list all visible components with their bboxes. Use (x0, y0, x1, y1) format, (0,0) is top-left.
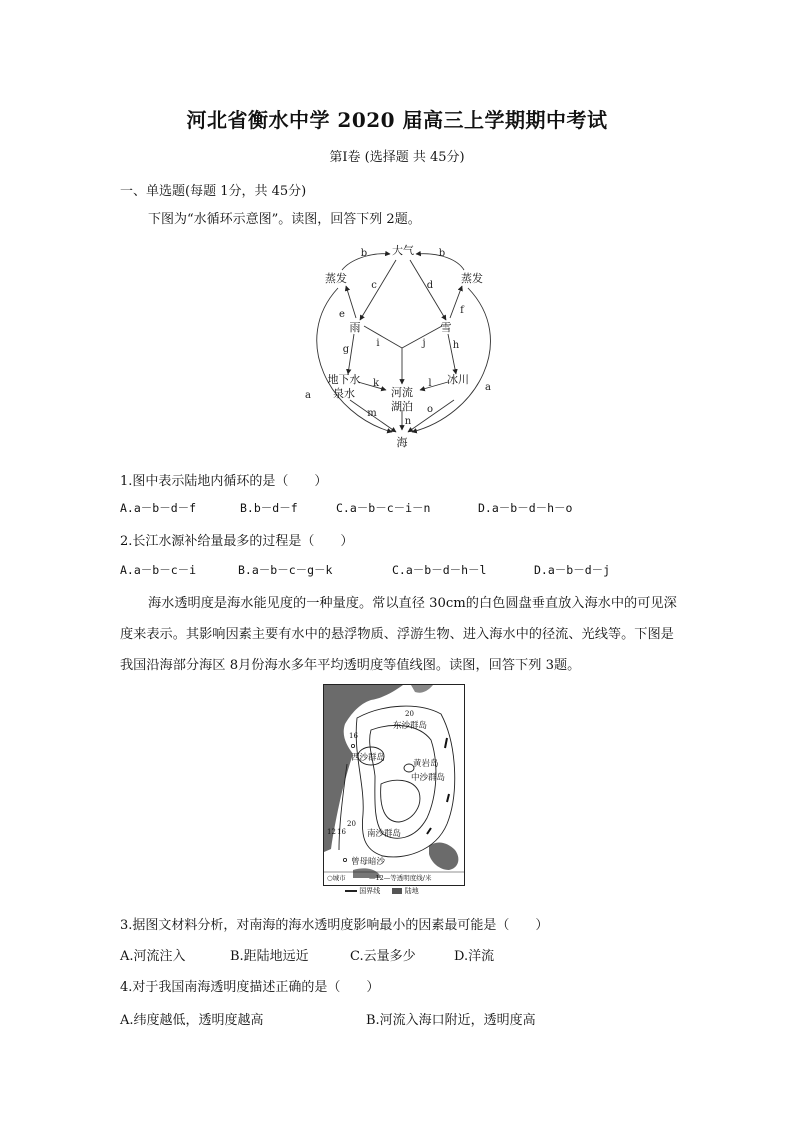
q3-option-b[interactable]: B.距陆地远近 (230, 949, 309, 964)
node-evaporation-left: 蒸发 (325, 272, 347, 285)
legend-city: ○城市 (327, 874, 346, 882)
label-b-left: b (360, 248, 368, 259)
q3-option-a[interactable]: A.河流注入 (120, 949, 186, 964)
isoline-label-16-top: 16 (349, 732, 358, 740)
q4-option-b[interactable]: B.河流入海口附近，透明度高 (366, 1013, 536, 1028)
q1-option-c[interactable]: C.a－b－c－i－n (336, 501, 431, 515)
label-m: m (367, 408, 377, 419)
label-a-right: a (485, 382, 491, 393)
land-swatch (392, 888, 402, 894)
question-4-stem: 4.对于我国南海透明度描述正确的是（ ） (120, 980, 380, 995)
q2-option-a[interactable]: A.a－b－c－i (120, 563, 197, 577)
isoline-label-20-top: 20 (405, 710, 414, 718)
node-evaporation-right: 蒸发 (461, 272, 483, 285)
node-rain: 雨 (349, 321, 361, 334)
label-a-left: a (305, 390, 311, 401)
q4-option-a[interactable]: A.纬度越低，透明度越高 (120, 1013, 264, 1028)
isoline-label-12: 12 (327, 828, 336, 836)
exam-subtitle: 第Ⅰ卷 (选择题 共 45分) (329, 150, 465, 165)
exam-title: 河北省衡水中学 2020 届高三上学期期中考试 (186, 108, 608, 132)
q1-option-b[interactable]: B.b－d－f (240, 501, 298, 515)
water-cycle-diagram (300, 240, 510, 452)
node-sea: 海 (396, 436, 408, 449)
q1-option-d[interactable]: D.a－b－d－h－o (478, 501, 573, 515)
label-b-right: b (438, 248, 446, 259)
label-o: o (426, 404, 434, 415)
question-1-options (120, 500, 572, 516)
node-lake: 湖泊 (391, 400, 413, 413)
isoline-label-20-left: 20 (347, 820, 356, 828)
q3-option-d[interactable]: D.洋流 (454, 949, 495, 964)
question-1-stem: 1.图中表示陆地内循环的是（ ） (120, 474, 328, 489)
label-j: j (422, 338, 426, 349)
q3-option-c[interactable]: C.云量多少 (350, 949, 416, 964)
node-groundwater: 地下水 (327, 373, 361, 386)
label-zengmu: 曾母暗沙 (351, 857, 386, 867)
q2-option-c[interactable]: C.a－b－d－h－l (392, 563, 487, 577)
label-l: l (428, 378, 432, 389)
map-legend-row2 (323, 886, 465, 896)
question-3-stem: 3.据图文材料分析，对南海的海水透明度影响最小的因素最可能是（ ） (120, 918, 549, 933)
label-g: g (342, 344, 350, 355)
node-spring: 泉水 (333, 387, 355, 400)
label-f: f (460, 305, 464, 316)
legend-land: 陆地 (404, 887, 419, 895)
border-line-swatch (345, 890, 357, 892)
question-4-options (120, 1009, 536, 1028)
south-china-sea-map (323, 684, 465, 886)
node-snow: 雪 (440, 321, 452, 334)
label-c: c (371, 280, 377, 291)
q2-option-d[interactable]: D.a－b－d－j (534, 563, 611, 577)
passage-text: 海水透明度是海水能见度的一种量度。常以直径 30cm的白色圆盘垂直放入海水中的可见深度来表示。其影响因素主要有水中的悬浮物质、浮游生物、进入海水中的径流、光线等。下图是我国沿海部分海区 8月份海水多年平均透明度等值线图。读图，回答下列 3题。 (120, 596, 677, 673)
node-atmosphere: 大气 (392, 244, 414, 257)
question-2-options (120, 562, 610, 578)
legend-isoline: —12—等透明度线/米 (369, 874, 432, 882)
label-k: k (372, 378, 380, 389)
question-3-options (120, 945, 494, 964)
question-2-stem: 2.长江水源补给量最多的过程是（ ） (120, 534, 354, 549)
label-huangyan: 黄岩岛 (413, 759, 439, 769)
legend-border: 国界线 (359, 887, 381, 895)
intro-text: 下图为“水循环示意图”。读图，回答下列 2题。 (148, 212, 421, 227)
node-river: 河流 (391, 386, 413, 399)
label-h: h (452, 340, 460, 351)
section-heading: 一、单选题(每题 1分，共 45分) (120, 184, 307, 199)
label-d: d (426, 280, 434, 291)
label-n: n (404, 416, 412, 427)
label-e: e (339, 309, 345, 320)
label-dongsha: 东沙群岛 (393, 721, 428, 731)
label-xisha: 西沙群岛 (351, 753, 386, 763)
label-nansha: 南沙群岛 (367, 829, 402, 839)
node-glacier: 冰川 (447, 373, 469, 386)
label-zhongsha: 中沙群岛 (411, 773, 446, 783)
q1-option-a[interactable]: A.a－b－d－f (120, 501, 197, 515)
q2-option-b[interactable]: B.a－b－c－g－k (238, 563, 333, 577)
isoline-label-16-left: 16 (337, 828, 346, 836)
label-i: i (376, 338, 380, 349)
